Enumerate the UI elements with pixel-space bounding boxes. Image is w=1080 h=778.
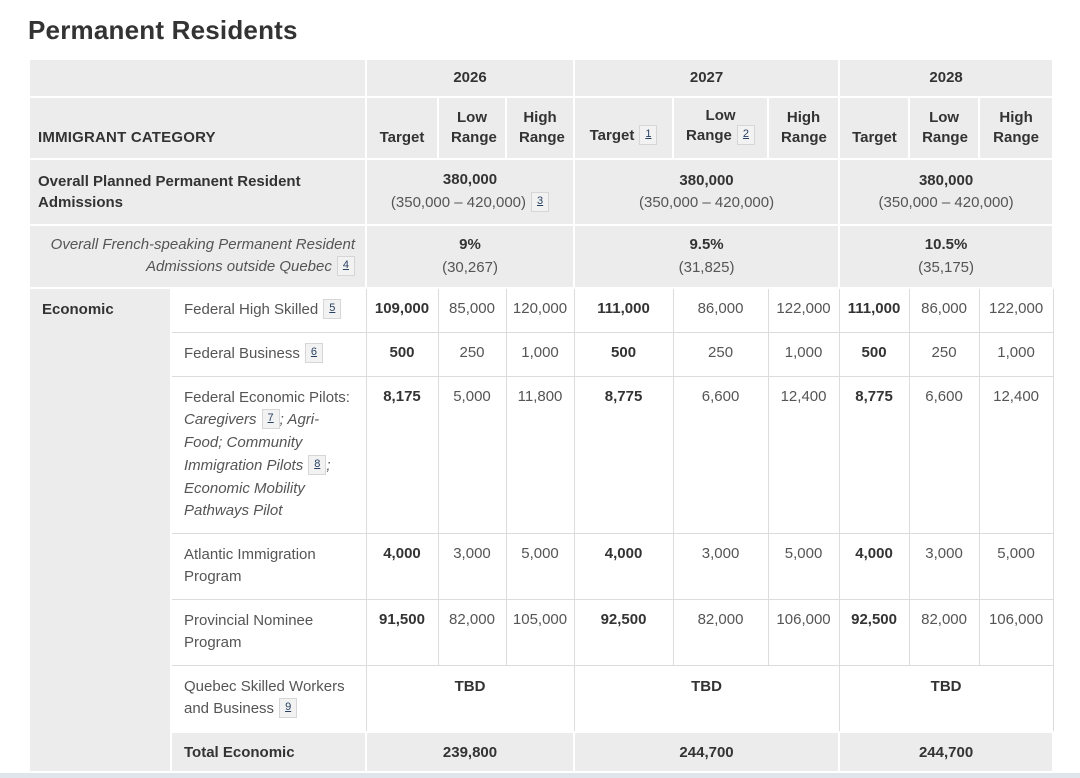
target-header-2026: Target	[366, 97, 438, 159]
high-range-header-2026: High Range	[506, 97, 574, 159]
low-range-header-2026: Low Range	[438, 97, 506, 159]
value-cell: 109,000	[366, 288, 438, 333]
value-cell: 5,000	[768, 533, 839, 599]
value-cell: 86,000	[673, 288, 768, 333]
year-header-row	[29, 59, 1053, 97]
value-cell: 250	[673, 332, 768, 376]
footnote-9-link[interactable]: 9	[279, 698, 297, 718]
provincial-nominee-row	[29, 599, 1053, 665]
federal-business-row	[29, 332, 1053, 376]
value-cell: 500	[839, 332, 909, 376]
quebec-skilled-workers-row	[29, 665, 1053, 732]
overall-2028-target: 380,000	[918, 171, 974, 189]
value-cell: 5,000	[438, 376, 506, 533]
value-cell: 86,000	[909, 288, 979, 333]
overall-2027-target: 380,000	[679, 171, 734, 189]
value-cell: 8,175	[366, 376, 438, 533]
total-economic-2028: 244,700	[839, 732, 1053, 772]
footnote-3-link[interactable]: 3	[531, 192, 549, 212]
value-cell: 105,000	[506, 599, 574, 665]
value-cell: 5,000	[979, 533, 1053, 599]
footnote-2-link[interactable]: 2	[737, 125, 755, 145]
footnote-6-link[interactable]: 6	[305, 343, 323, 363]
value-cell: 122,000	[979, 288, 1053, 333]
federal-economic-pilots-label: Federal Economic Pilots: Caregivers 7 ; Agri-Food; Community Immigration Pilots 8 ; Economic Mobility Pathways Pilot	[171, 376, 366, 533]
value-cell: 1,000	[768, 332, 839, 376]
value-cell: 82,000	[673, 599, 768, 665]
total-economic-row	[29, 732, 1053, 772]
year-header-2026: 2026	[366, 59, 574, 97]
low-range-header-2027-label: Low Range	[686, 106, 736, 145]
economic-group-label: Economic	[29, 288, 171, 773]
value-cell: 250	[909, 332, 979, 376]
value-cell: 4,000	[839, 533, 909, 599]
page	[0, 15, 1080, 761]
value-cell: 122,000	[768, 288, 839, 333]
quebec-2028-tbd: TBD	[839, 665, 1053, 732]
value-cell: 3,000	[673, 533, 768, 599]
value-cell: 106,000	[979, 599, 1053, 665]
quebec-skilled-workers-label: Quebec Skilled Workers and Business 9	[171, 665, 366, 732]
value-cell: 4,000	[366, 533, 438, 599]
french-speaking-label: Overall French-speaking Permanent Resident Admissions outside Quebec 4	[29, 225, 366, 288]
permanent-residents-table	[28, 58, 1054, 774]
value-cell: 6,600	[673, 376, 768, 533]
footnote-5-link[interactable]: 5	[323, 299, 341, 319]
value-cell: 120,000	[506, 288, 574, 333]
overall-2027-range: (350,000 – 420,000)	[638, 194, 775, 212]
value-cell: 4,000	[574, 533, 673, 599]
value-cell: 8,775	[839, 376, 909, 533]
year-header-2028: 2028	[839, 59, 1053, 97]
french-2026-cell	[366, 225, 574, 288]
total-economic-2026: 239,800	[366, 732, 574, 772]
high-range-header-2027: High Range	[768, 97, 839, 159]
overall-admissions-row	[29, 159, 1053, 225]
year-header-2027: 2027	[574, 59, 839, 97]
value-cell: 8,775	[574, 376, 673, 533]
value-cell: 111,000	[839, 288, 909, 333]
low-range-header-2027	[673, 97, 768, 159]
overall-2026-target: 380,000	[442, 171, 498, 189]
value-cell: 250	[438, 332, 506, 376]
bottom-divider-highlight	[0, 773, 1080, 778]
overall-2026-range: (350,000 – 420,000) 3	[375, 192, 565, 215]
french-2026-percent: 9%	[459, 236, 481, 254]
value-cell: 500	[366, 332, 438, 376]
value-cell: 91,500	[366, 599, 438, 665]
value-cell: 3,000	[909, 533, 979, 599]
immigrant-category-header: IMMIGRANT CATEGORY	[29, 97, 366, 159]
overall-2026-cell	[366, 159, 574, 225]
value-cell: 106,000	[768, 599, 839, 665]
value-cell: 92,500	[839, 599, 909, 665]
french-2027-cell	[574, 225, 839, 288]
value-cell: 500	[574, 332, 673, 376]
quebec-2027-tbd: TBD	[574, 665, 839, 732]
federal-economic-pilots-row	[29, 376, 1053, 533]
provincial-nominee-label: Provincial Nominee Program	[171, 599, 366, 665]
federal-high-skilled-label: Federal High Skilled 5	[171, 288, 366, 333]
atlantic-immigration-row	[29, 533, 1053, 599]
atlantic-immigration-label: Atlantic Immigration Program	[171, 533, 366, 599]
total-economic-2027: 244,700	[574, 732, 839, 772]
value-cell: 11,800	[506, 376, 574, 533]
target-header-2027-label: Target	[589, 127, 635, 145]
value-cell: 82,000	[438, 599, 506, 665]
footnote-1-link[interactable]: 1	[639, 125, 657, 145]
value-cell: 1,000	[979, 332, 1053, 376]
page-title: Permanent Residents	[28, 15, 298, 45]
value-cell: 12,400	[979, 376, 1053, 533]
low-range-header-2028: Low Range	[909, 97, 979, 159]
french-2028-percent: 10.5%	[924, 236, 968, 254]
value-cell: 3,000	[438, 533, 506, 599]
overall-2028-range: (350,000 – 420,000)	[878, 194, 1014, 212]
blank-header-cell	[29, 59, 366, 97]
footnote-7-link[interactable]: 7	[262, 409, 280, 429]
overall-2027-cell	[574, 159, 839, 225]
total-economic-label: Total Economic	[171, 732, 366, 772]
french-speaking-row	[29, 225, 1053, 288]
value-cell: 5,000	[506, 533, 574, 599]
federal-business-label: Federal Business 6	[171, 332, 366, 376]
value-cell: 1,000	[506, 332, 574, 376]
federal-high-skilled-row	[29, 288, 1053, 333]
french-2026-count: (30,267)	[442, 258, 498, 276]
quebec-2026-tbd: TBD	[366, 665, 574, 732]
value-cell: 92,500	[574, 599, 673, 665]
overall-2028-cell	[839, 159, 1053, 225]
value-cell: 82,000	[909, 599, 979, 665]
french-2027-count: (31,825)	[678, 258, 735, 276]
overall-admissions-label: Overall Planned Permanent Resident Admissions	[29, 159, 366, 225]
column-header-row	[29, 97, 1053, 159]
value-cell: 12,400	[768, 376, 839, 533]
value-cell: 111,000	[574, 288, 673, 333]
french-2028-count: (35,175)	[918, 258, 975, 276]
value-cell: 6,600	[909, 376, 979, 533]
high-range-header-2028: High Range	[979, 97, 1053, 159]
french-2027-percent: 9.5%	[689, 236, 724, 254]
french-2028-cell	[839, 225, 1053, 288]
value-cell: 85,000	[438, 288, 506, 333]
target-header-2027	[574, 97, 673, 159]
footnote-4-link[interactable]: 4	[337, 256, 355, 276]
footnote-8-link[interactable]: 8	[308, 455, 326, 475]
target-header-2028: Target	[839, 97, 909, 159]
